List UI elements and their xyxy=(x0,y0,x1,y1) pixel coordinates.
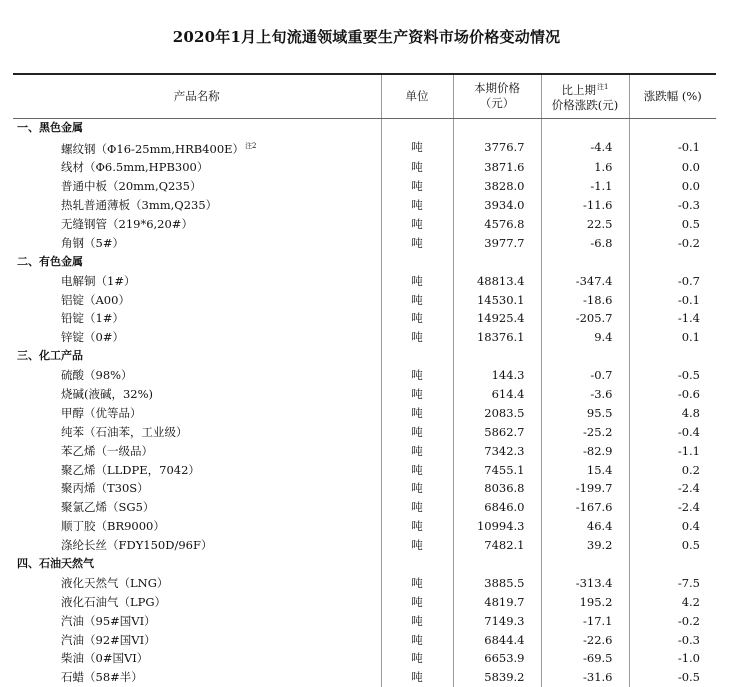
product-name-cell xyxy=(13,271,381,290)
table-row xyxy=(13,460,716,479)
unit-cell: 吨 xyxy=(381,611,453,630)
category-name: 二、有色金属 xyxy=(17,254,83,268)
price-cell: 7455.1 xyxy=(453,460,541,479)
unit-cell: 吨 xyxy=(381,271,453,290)
product-name: 甲醇（优等品） xyxy=(61,405,142,420)
unit-cell: 吨 xyxy=(381,517,453,536)
empty-cell xyxy=(453,118,541,137)
price-cell: 3776.7 xyxy=(453,137,541,158)
product-name-cell xyxy=(13,137,381,158)
table-row xyxy=(13,328,716,347)
product-name-cell xyxy=(13,630,381,649)
product-name-cell xyxy=(13,215,381,234)
empty-cell xyxy=(629,252,716,271)
change-cell: -205.7 xyxy=(541,309,629,328)
header-pct: 涨跌幅 (%) xyxy=(629,74,716,118)
change-cell: -22.6 xyxy=(541,630,629,649)
product-name: 硫酸（98%） xyxy=(61,368,133,383)
category-row xyxy=(13,347,716,366)
price-cell: 4819.7 xyxy=(453,592,541,611)
header-change xyxy=(541,74,629,118)
table-row xyxy=(13,196,716,215)
pct-cell: 0.5 xyxy=(629,215,716,234)
empty-cell xyxy=(381,347,453,366)
price-cell: 6846.0 xyxy=(453,498,541,517)
table-row xyxy=(13,137,716,158)
table-row xyxy=(13,536,716,555)
table-row xyxy=(13,215,716,234)
price-cell: 4576.8 xyxy=(453,215,541,234)
pct-cell: -2.4 xyxy=(629,479,716,498)
change-cell: 15.4 xyxy=(541,460,629,479)
price-cell: 6653.9 xyxy=(453,649,541,668)
product-name-cell xyxy=(13,385,381,404)
change-cell: -11.6 xyxy=(541,196,629,215)
unit-cell: 吨 xyxy=(381,158,453,177)
pct-cell: 0.4 xyxy=(629,517,716,536)
pct-cell: -0.5 xyxy=(629,366,716,385)
pct-cell: 4.8 xyxy=(629,403,716,422)
product-name: 普通中板（20mm,Q235） xyxy=(61,179,202,194)
product-name-cell xyxy=(13,460,381,479)
price-cell: 5839.2 xyxy=(453,668,541,687)
table-row xyxy=(13,271,716,290)
empty-cell xyxy=(453,555,541,574)
product-name-cell xyxy=(13,611,381,630)
table-header xyxy=(13,74,716,118)
pct-cell: -1.1 xyxy=(629,441,716,460)
product-name: 汽油（95#国VI） xyxy=(61,613,156,628)
price-cell: 14530.1 xyxy=(453,290,541,309)
table-row xyxy=(13,630,716,649)
unit-cell: 吨 xyxy=(381,422,453,441)
product-name: 电解铜（1#） xyxy=(61,273,136,288)
pct-cell: -0.7 xyxy=(629,271,716,290)
category-name: 三、化工产品 xyxy=(17,349,83,363)
pct-cell: -0.3 xyxy=(629,630,716,649)
product-name-cell xyxy=(13,498,381,517)
product-name: 聚氯乙烯（SG5） xyxy=(61,500,155,515)
header-change-line2: 价格涨跌(元) xyxy=(551,97,619,112)
product-name: 苯乙烯（一级品） xyxy=(61,443,153,458)
price-cell: 614.4 xyxy=(453,385,541,404)
empty-cell xyxy=(629,347,716,366)
product-name: 无缝钢管（219*6,20#） xyxy=(61,217,193,231)
product-name-cell xyxy=(13,668,381,687)
product-name: 烧碱(液碱，32%) xyxy=(61,387,154,402)
change-cell: 195.2 xyxy=(541,592,629,611)
table-row xyxy=(13,441,716,460)
product-name: 顺丁胶（BR9000） xyxy=(61,519,165,534)
change-cell: -347.4 xyxy=(541,271,629,290)
table-row xyxy=(13,422,716,441)
unit-cell: 吨 xyxy=(381,498,453,517)
pct-cell: 4.2 xyxy=(629,592,716,611)
pct-cell: -2.4 xyxy=(629,498,716,517)
product-name: 纯苯（石油苯，工业级） xyxy=(61,424,188,439)
table-row xyxy=(13,668,716,687)
category-name: 一、黑色金属 xyxy=(17,120,83,134)
table-row xyxy=(13,385,716,404)
unit-cell: 吨 xyxy=(381,649,453,668)
product-name-cell xyxy=(13,403,381,422)
empty-cell xyxy=(381,118,453,137)
price-cell: 3871.6 xyxy=(453,158,541,177)
change-cell: -31.6 xyxy=(541,668,629,687)
change-cell: -18.6 xyxy=(541,290,629,309)
price-cell: 144.3 xyxy=(453,366,541,385)
header-price-line1: 本期价格 xyxy=(474,81,520,96)
unit-cell: 吨 xyxy=(381,668,453,687)
product-name-cell xyxy=(13,158,381,177)
price-cell: 3977.7 xyxy=(453,233,541,252)
empty-cell xyxy=(541,252,629,271)
category-name: 四、石油天然气 xyxy=(17,557,94,571)
unit-cell: 吨 xyxy=(381,366,453,385)
product-name-cell xyxy=(13,233,381,252)
empty-cell xyxy=(381,252,453,271)
unit-cell: 吨 xyxy=(381,592,453,611)
product-name-cell xyxy=(13,592,381,611)
pct-cell: -1.0 xyxy=(629,649,716,668)
product-name: 聚乙烯（LLDPE，7042） xyxy=(61,462,200,477)
pct-cell: -1.4 xyxy=(629,309,716,328)
table-row xyxy=(13,309,716,328)
table-row xyxy=(13,649,716,668)
empty-cell xyxy=(453,252,541,271)
unit-cell: 吨 xyxy=(381,630,453,649)
page-title: 2020年1月上旬流通领域重要生产资料市场价格变动情况 xyxy=(172,28,561,46)
empty-cell xyxy=(453,347,541,366)
header-change-line1: 比上期 xyxy=(561,82,597,97)
unit-cell: 吨 xyxy=(381,177,453,196)
change-cell: 1.6 xyxy=(541,158,629,177)
unit-cell: 吨 xyxy=(381,573,453,592)
change-cell: 9.4 xyxy=(541,328,629,347)
product-name-cell xyxy=(13,649,381,668)
header-price xyxy=(453,74,541,118)
change-cell: -25.2 xyxy=(541,422,629,441)
empty-cell xyxy=(541,347,629,366)
change-cell: -167.6 xyxy=(541,498,629,517)
header-product-name: 产品名称 xyxy=(13,74,381,118)
product-name: 角钢（5#） xyxy=(61,235,124,250)
product-name-cell xyxy=(13,196,381,215)
category-row xyxy=(13,118,716,137)
unit-cell: 吨 xyxy=(381,233,453,252)
product-name: 锌锭（0#） xyxy=(61,330,124,345)
product-name: 涤纶长丝（FDY150D/96F） xyxy=(61,538,213,553)
table-row xyxy=(13,403,716,422)
table-row xyxy=(13,177,716,196)
product-name: 液化天然气（LNG） xyxy=(61,575,169,590)
price-cell: 14925.4 xyxy=(453,309,541,328)
pct-cell: -0.1 xyxy=(629,290,716,309)
header-unit: 单位 xyxy=(381,74,453,118)
change-cell: -4.4 xyxy=(541,137,629,158)
price-cell: 7482.1 xyxy=(453,536,541,555)
header-change-note: 注1 xyxy=(597,82,609,91)
table-row xyxy=(13,498,716,517)
change-cell: -313.4 xyxy=(541,573,629,592)
table-row xyxy=(13,573,716,592)
pct-cell: -0.4 xyxy=(629,422,716,441)
product-name: 铝锭（A00） xyxy=(61,292,130,307)
pct-cell: -0.1 xyxy=(629,137,716,158)
empty-cell xyxy=(541,118,629,137)
product-name-cell xyxy=(13,441,381,460)
pct-cell: -0.2 xyxy=(629,611,716,630)
table-row xyxy=(13,290,716,309)
unit-cell: 吨 xyxy=(381,309,453,328)
price-cell: 3934.0 xyxy=(453,196,541,215)
unit-cell: 吨 xyxy=(381,385,453,404)
price-cell: 18376.1 xyxy=(453,328,541,347)
header-price-line2: （元） xyxy=(479,96,515,111)
change-cell: -6.8 xyxy=(541,233,629,252)
product-name: 汽油（92#国VI） xyxy=(61,632,156,647)
product-name-cell xyxy=(13,479,381,498)
category-row xyxy=(13,252,716,271)
product-name: 柴油（0#国VI） xyxy=(61,651,149,666)
table-body xyxy=(13,118,716,687)
price-cell: 2083.5 xyxy=(453,403,541,422)
product-name-cell xyxy=(13,422,381,441)
table-row xyxy=(13,233,716,252)
change-cell: 46.4 xyxy=(541,517,629,536)
change-cell: -1.1 xyxy=(541,177,629,196)
product-name-cell xyxy=(13,177,381,196)
price-cell: 48813.4 xyxy=(453,271,541,290)
change-cell: -17.1 xyxy=(541,611,629,630)
table-row xyxy=(13,592,716,611)
product-name: 线材（Φ6.5mm,HPB300） xyxy=(61,160,209,175)
empty-cell xyxy=(629,118,716,137)
unit-cell: 吨 xyxy=(381,290,453,309)
pct-cell: -0.5 xyxy=(629,668,716,687)
product-name: 螺纹钢（Φ16-25mm,HRB400E） xyxy=(61,141,245,156)
unit-cell: 吨 xyxy=(381,536,453,555)
footnote-marker: 注2 xyxy=(245,141,257,150)
change-cell: -199.7 xyxy=(541,479,629,498)
unit-cell: 吨 xyxy=(381,215,453,234)
price-cell: 6844.4 xyxy=(453,630,541,649)
product-name: 铅锭（1#） xyxy=(61,311,124,326)
empty-cell xyxy=(541,555,629,574)
unit-cell: 吨 xyxy=(381,137,453,158)
pct-cell: 0.2 xyxy=(629,460,716,479)
pct-cell: 0.1 xyxy=(629,328,716,347)
product-name-cell xyxy=(13,366,381,385)
product-name-cell xyxy=(13,290,381,309)
product-name-cell xyxy=(13,536,381,555)
pct-cell: -0.6 xyxy=(629,385,716,404)
pct-cell: 0.0 xyxy=(629,158,716,177)
change-cell: 39.2 xyxy=(541,536,629,555)
pct-cell: 0.5 xyxy=(629,536,716,555)
pct-cell: -0.3 xyxy=(629,196,716,215)
table-row xyxy=(13,517,716,536)
price-cell: 3828.0 xyxy=(453,177,541,196)
pct-cell: 0.0 xyxy=(629,177,716,196)
change-cell: -82.9 xyxy=(541,441,629,460)
product-name: 热轧普通薄板（3mm,Q235） xyxy=(61,198,218,213)
change-cell: 22.5 xyxy=(541,215,629,234)
table-row xyxy=(13,366,716,385)
empty-cell xyxy=(381,555,453,574)
change-cell: 95.5 xyxy=(541,403,629,422)
unit-cell: 吨 xyxy=(381,479,453,498)
table-row xyxy=(13,158,716,177)
change-cell: -69.5 xyxy=(541,649,629,668)
unit-cell: 吨 xyxy=(381,196,453,215)
unit-cell: 吨 xyxy=(381,441,453,460)
table-row xyxy=(13,479,716,498)
price-cell: 7342.3 xyxy=(453,441,541,460)
product-name-cell xyxy=(13,309,381,328)
product-name-cell xyxy=(13,328,381,347)
product-name: 聚丙烯（T30S） xyxy=(61,481,149,496)
table-row xyxy=(13,611,716,630)
price-table xyxy=(13,73,716,687)
price-cell: 10994.3 xyxy=(453,517,541,536)
unit-cell: 吨 xyxy=(381,328,453,347)
unit-cell: 吨 xyxy=(381,403,453,422)
category-row xyxy=(13,555,716,574)
product-name: 液化石油气（LPG） xyxy=(61,594,167,609)
change-cell: -3.6 xyxy=(541,385,629,404)
price-cell: 5862.7 xyxy=(453,422,541,441)
price-cell: 8036.8 xyxy=(453,479,541,498)
pct-cell: -7.5 xyxy=(629,573,716,592)
change-cell: -0.7 xyxy=(541,366,629,385)
unit-cell: 吨 xyxy=(381,460,453,479)
product-name-cell xyxy=(13,517,381,536)
pct-cell: -0.2 xyxy=(629,233,716,252)
price-cell: 3885.5 xyxy=(453,573,541,592)
price-cell: 7149.3 xyxy=(453,611,541,630)
empty-cell xyxy=(629,555,716,574)
product-name: 石蜡（58#半） xyxy=(61,670,143,685)
product-name-cell xyxy=(13,573,381,592)
